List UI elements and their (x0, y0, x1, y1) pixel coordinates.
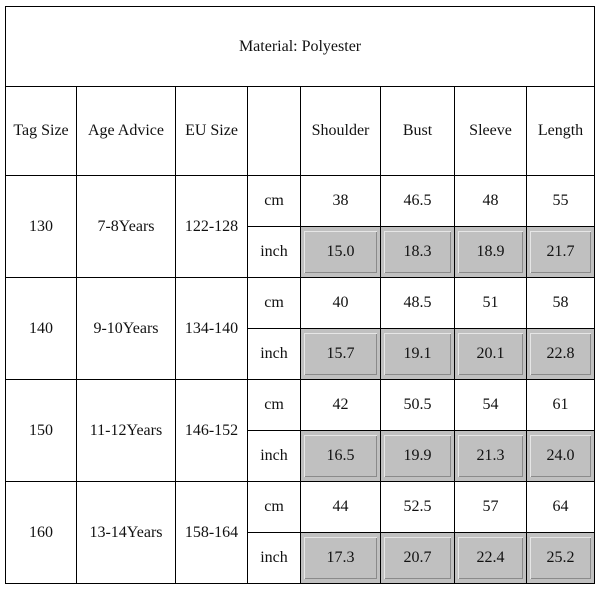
table-row-cm (6, 380, 595, 431)
bust-cm-cell: 46.5 (381, 176, 455, 227)
sleeve-cm-cell: 51 (455, 278, 527, 329)
header-shoulder: Shoulder (301, 87, 381, 176)
shoulder-inch-cell (301, 533, 381, 584)
length-inch-cell (527, 227, 595, 278)
age-advice-cell: 9-10Years (77, 278, 176, 380)
header-tag-size: Tag Size (6, 87, 77, 176)
shoulder-inch-cell (301, 431, 381, 482)
shoulder-inch-cell (301, 227, 381, 278)
shoulder-inch-cell (301, 329, 381, 380)
tag-size-cell: 160 (6, 482, 77, 584)
sleeve-cm-cell: 54 (455, 380, 527, 431)
title-row (6, 7, 595, 87)
size-table (5, 6, 595, 584)
tag-size-cell: 130 (6, 176, 77, 278)
length-inch-value: 24.0 (530, 435, 591, 477)
length-inch-cell (527, 431, 595, 482)
sleeve-inch-value: 22.4 (458, 537, 523, 579)
unit-cm-cell: cm (248, 482, 301, 533)
table-row-cm (6, 482, 595, 533)
unit-inch-cell: inch (248, 227, 301, 278)
tag-size-cell: 140 (6, 278, 77, 380)
length-inch-value: 22.8 (530, 333, 591, 375)
bust-inch-cell (381, 329, 455, 380)
age-advice-cell: 13-14Years (77, 482, 176, 584)
unit-inch-cell: inch (248, 533, 301, 584)
shoulder-inch-value: 15.7 (304, 333, 377, 375)
size-chart (5, 6, 594, 595)
sleeve-cm-cell: 57 (455, 482, 527, 533)
length-cm-cell: 55 (527, 176, 595, 227)
unit-cm-cell: cm (248, 278, 301, 329)
header-sleeve: Sleeve (455, 87, 527, 176)
sleeve-inch-cell (455, 227, 527, 278)
eu-size-cell: 158-164 (176, 482, 248, 584)
bust-cm-cell: 52.5 (381, 482, 455, 533)
table-row-cm (6, 176, 595, 227)
length-cm-cell: 61 (527, 380, 595, 431)
length-inch-cell (527, 329, 595, 380)
age-advice-cell: 7-8Years (77, 176, 176, 278)
eu-size-cell: 146-152 (176, 380, 248, 482)
bust-cm-cell: 48.5 (381, 278, 455, 329)
length-inch-value: 25.2 (530, 537, 591, 579)
sleeve-inch-value: 20.1 (458, 333, 523, 375)
bust-inch-value: 19.9 (384, 435, 451, 477)
header-unit-blank (248, 87, 301, 176)
shoulder-inch-value: 17.3 (304, 537, 377, 579)
bust-cm-cell: 50.5 (381, 380, 455, 431)
material-title: Material: Polyester (6, 7, 595, 87)
bust-inch-cell (381, 227, 455, 278)
header-row (6, 87, 595, 176)
sleeve-inch-cell (455, 329, 527, 380)
shoulder-cm-cell: 38 (301, 176, 381, 227)
header-age-advice: Age Advice (77, 87, 176, 176)
header-length: Length (527, 87, 595, 176)
shoulder-cm-cell: 42 (301, 380, 381, 431)
bust-inch-value: 18.3 (384, 231, 451, 273)
bust-inch-cell (381, 431, 455, 482)
eu-size-cell: 134-140 (176, 278, 248, 380)
unit-cm-cell: cm (248, 380, 301, 431)
shoulder-cm-cell: 40 (301, 278, 381, 329)
eu-size-cell: 122-128 (176, 176, 248, 278)
unit-cm-cell: cm (248, 176, 301, 227)
sleeve-inch-value: 18.9 (458, 231, 523, 273)
shoulder-cm-cell: 44 (301, 482, 381, 533)
header-eu-size: EU Size (176, 87, 248, 176)
header-bust: Bust (381, 87, 455, 176)
tag-size-cell: 150 (6, 380, 77, 482)
bust-inch-cell (381, 533, 455, 584)
length-cm-cell: 64 (527, 482, 595, 533)
sleeve-inch-value: 21.3 (458, 435, 523, 477)
unit-inch-cell: inch (248, 329, 301, 380)
sleeve-inch-cell (455, 533, 527, 584)
shoulder-inch-value: 15.0 (304, 231, 377, 273)
bust-inch-value: 20.7 (384, 537, 451, 579)
length-inch-value: 21.7 (530, 231, 591, 273)
length-inch-cell (527, 533, 595, 584)
length-cm-cell: 58 (527, 278, 595, 329)
sleeve-inch-cell (455, 431, 527, 482)
sleeve-cm-cell: 48 (455, 176, 527, 227)
bust-inch-value: 19.1 (384, 333, 451, 375)
table-row-cm (6, 278, 595, 329)
age-advice-cell: 11-12Years (77, 380, 176, 482)
shoulder-inch-value: 16.5 (304, 435, 377, 477)
unit-inch-cell: inch (248, 431, 301, 482)
